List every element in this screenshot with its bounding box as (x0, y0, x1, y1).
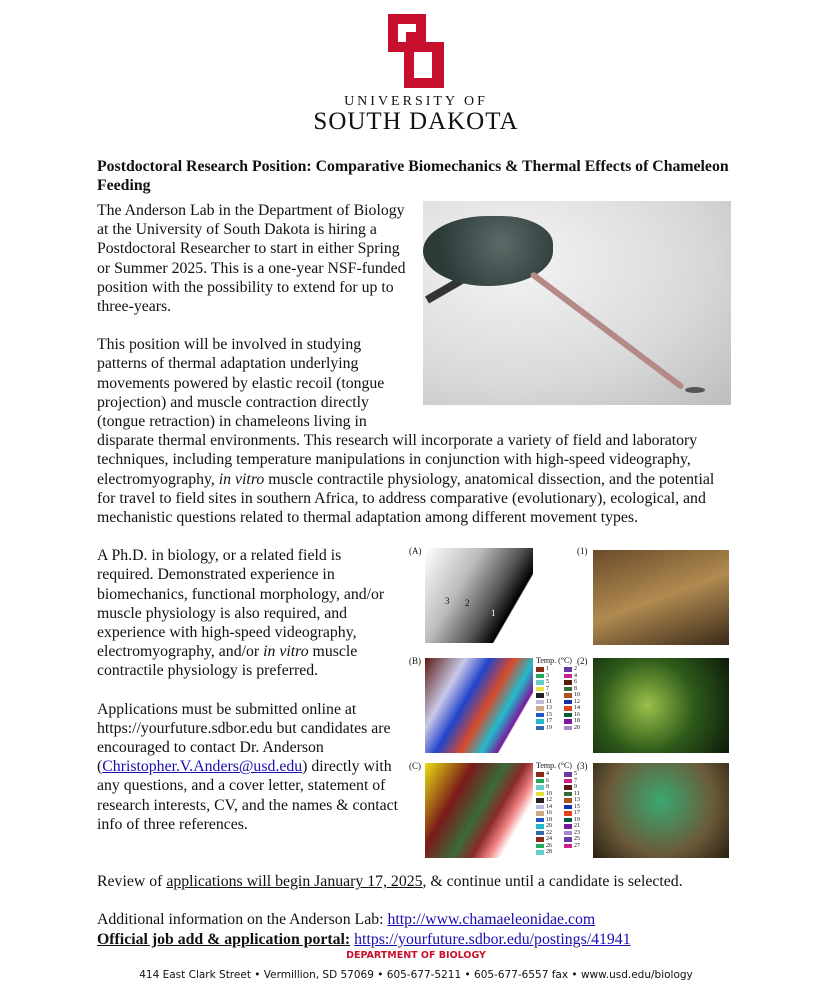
legend-swatch (536, 844, 544, 849)
legend-value: 21 (574, 823, 580, 830)
legend-swatch (564, 837, 572, 842)
legend-swatch (536, 811, 544, 816)
legend-value: 5 (546, 679, 549, 686)
legend-title: Temp. (°C) (536, 761, 572, 771)
site-label: 1 (491, 608, 496, 619)
legend-swatch (536, 719, 544, 724)
legend-swatch (564, 700, 572, 705)
legend-value: 17 (546, 718, 552, 725)
panel-label: (3) (577, 761, 588, 772)
legend-value: 5 (574, 771, 577, 778)
chameleon-photo-2 (593, 658, 729, 753)
legend-value: 14 (546, 803, 552, 810)
research-paragraph: This position will be involved in studying patterns of thermal adaptation underlying movements powered by elastic recoil (tongue projection) and muscle contraction directly (tongue retraction) in chameleons living in disparate thermal environments. This research will incorporate a variety of field and laboratory techniques, including temperature manipulations in conjunction with high-speed videography, electromyography, in vitro muscle contractile physiology, anatomical dissection, and the potential for travel to field sites in southern Africa, to address comparative (evolutionary), ecological, and mechanistic questions related to thermal adaptation among different movement types. (97, 336, 715, 527)
legend-swatch (536, 674, 544, 679)
portal-label: Official job add & application portal: (97, 930, 351, 948)
legend-value: 7 (574, 777, 577, 784)
legend-swatch (564, 792, 572, 797)
legend-swatch (564, 667, 572, 672)
legend-swatch (564, 674, 572, 679)
legend-value: 24 (546, 836, 552, 843)
panel-label: (C) (409, 761, 421, 772)
panel-label: (B) (409, 656, 421, 667)
legend-value: 8 (574, 685, 577, 692)
legend-value: 23 (574, 829, 580, 836)
university-name-line1: UNIVERSITY OF (344, 94, 488, 109)
legend-value: 20 (574, 724, 580, 731)
legend-swatch (536, 850, 544, 855)
legend-entry (564, 725, 590, 732)
department-address: 414 East Clark Street • Vermillion, SD 57069 • 605-677-5211 • 605-677-6557 fax • www.usd.edu/biology (139, 969, 693, 981)
legend-entry (564, 843, 590, 850)
chameleon-photo-3 (593, 763, 729, 858)
panel-label: (1) (577, 546, 588, 557)
lab-website-link[interactable]: http://www.chamaeleonidae.com (387, 911, 596, 929)
legend-value: 6 (546, 777, 549, 784)
document-body (97, 157, 731, 949)
legend-value: 13 (546, 705, 552, 712)
legend-swatch (536, 667, 544, 672)
legend-value: 18 (574, 718, 580, 725)
legend-value: 14 (574, 705, 580, 712)
legend-value: 12 (574, 698, 580, 705)
legend-entry (536, 725, 562, 732)
legend-value: 11 (546, 698, 552, 705)
legend-value: 8 (546, 784, 549, 791)
legend-swatch (536, 680, 544, 685)
panel-label: (A) (409, 546, 422, 557)
legend-value: 20 (546, 823, 552, 830)
legend-value: 19 (574, 816, 580, 823)
legend-value: 1 (546, 666, 549, 673)
legend-value: 2 (574, 666, 577, 673)
legend-value: 6 (574, 679, 577, 686)
site-label: 2 (465, 598, 470, 609)
position-title: Postdoctoral Research Position: Comparative Biomechanics & Thermal Effects of Chameleon Feeding (97, 158, 729, 194)
lab-info-line: Additional information on the Anderson Lab: http://www.chamaeleonidae.com (97, 911, 596, 929)
legend-swatch (536, 824, 544, 829)
legend-value: 12 (546, 797, 552, 804)
elevation-map (425, 548, 533, 643)
legend-value: 26 (546, 842, 552, 849)
legend-swatch (536, 792, 544, 797)
legend-swatch (564, 706, 572, 711)
portal-link[interactable]: https://yourfuture.sdbor.edu/postings/41941 (354, 930, 631, 948)
legend-swatch (536, 772, 544, 777)
legend-swatch (536, 785, 544, 790)
legend-swatch (536, 837, 544, 842)
email-link[interactable]: Christopher.V.Anders@usd.edu (102, 758, 303, 776)
temperature-map-c (425, 763, 533, 858)
legend-value: 15 (546, 711, 552, 718)
legend-value: 7 (546, 685, 549, 692)
legend-value: 16 (574, 711, 580, 718)
legend-value: 25 (574, 836, 580, 843)
legend-value: 9 (546, 692, 549, 699)
legend-swatch (536, 706, 544, 711)
legend-value: 18 (546, 816, 552, 823)
intro-paragraph: The Anderson Lab in the Department of Biology at the University of South Dakota is hiring a Postdoctoral Researcher to start in either Spring or Summer 2025. This is a one-year NSF-funded position with the possibility to extend for up to three-years. (97, 202, 406, 316)
legend-swatch (536, 700, 544, 705)
legend-value: 16 (546, 810, 552, 817)
legend-title: Temp. (°C) (536, 656, 572, 666)
review-paragraph: Review of applications will begin January 17, 2025, & continue until a candidate is selected. (97, 873, 683, 891)
legend-value: 13 (574, 797, 580, 804)
legend-swatch (564, 844, 572, 849)
legend-value: 17 (574, 810, 580, 817)
legend-swatch (536, 818, 544, 823)
legend-value: 19 (546, 724, 552, 731)
chameleon-photo-1 (593, 550, 729, 645)
legend-swatch (536, 726, 544, 731)
application-paragraph: Applications must be submitted online at https://yourfuture.sdbor.edu but candidates are encouraged to contact Dr. Anderson (Christopher.V.Anders@usd.edu) directly with any questions, and a cover letter, statement of research interests, CV, and the names & contact info of three references. (97, 700, 399, 833)
legend-swatch (564, 811, 572, 816)
portal-line (97, 930, 731, 949)
legend-swatch (536, 693, 544, 698)
legend-value: 9 (574, 784, 577, 791)
legend-swatch (564, 713, 572, 718)
legend-swatch (564, 726, 572, 731)
legend-value: 4 (574, 672, 577, 679)
legend-swatch (564, 805, 572, 810)
legend-entry (536, 849, 562, 856)
legend-swatch (564, 785, 572, 790)
legend-swatch (536, 687, 544, 692)
legend-swatch (536, 805, 544, 810)
legend-value: 15 (574, 803, 580, 810)
site-label: 3 (445, 596, 450, 607)
legend-swatch (564, 693, 572, 698)
legend-value: 10 (546, 790, 552, 797)
legend-swatch (536, 831, 544, 836)
legend-swatch (564, 772, 572, 777)
legend-swatch (564, 779, 572, 784)
legend-value: 10 (574, 692, 580, 699)
chameleon-feeding-photo (423, 201, 731, 405)
legend-b (536, 656, 590, 731)
panel-label: (2) (577, 656, 588, 667)
legend-value: 28 (546, 849, 552, 856)
legend-swatch (536, 798, 544, 803)
university-name-line2: SOUTH DAKOTA (313, 108, 519, 135)
legend-c (536, 761, 590, 856)
temperature-map-b (425, 658, 533, 753)
legend-swatch (564, 824, 572, 829)
usd-logo (386, 12, 446, 92)
legend-swatch (564, 680, 572, 685)
legend-swatch (564, 818, 572, 823)
thermal-map-figure (409, 546, 731, 864)
legend-swatch (564, 687, 572, 692)
legend-swatch (564, 719, 572, 724)
legend-value: 22 (546, 829, 552, 836)
requirements-paragraph: A Ph.D. in biology, or a related field is required. Demonstrated experience in biomechanics, functional morphology, and/or muscle physiology is also required, and experience with high-speed videography, electromyography, and/or in vitro muscle contractile physiology is preferred. (97, 547, 385, 680)
legend-value: 27 (574, 842, 580, 849)
legend-value: 3 (546, 672, 549, 679)
legend-value: 4 (546, 771, 549, 778)
department-name: DEPARTMENT OF BIOLOGY (346, 950, 486, 961)
legend-swatch (564, 798, 572, 803)
legend-swatch (536, 779, 544, 784)
legend-value: 11 (574, 790, 580, 797)
legend-swatch (536, 713, 544, 718)
legend-swatch (564, 831, 572, 836)
review-date: applications will begin January 17, 2025 (166, 873, 423, 891)
